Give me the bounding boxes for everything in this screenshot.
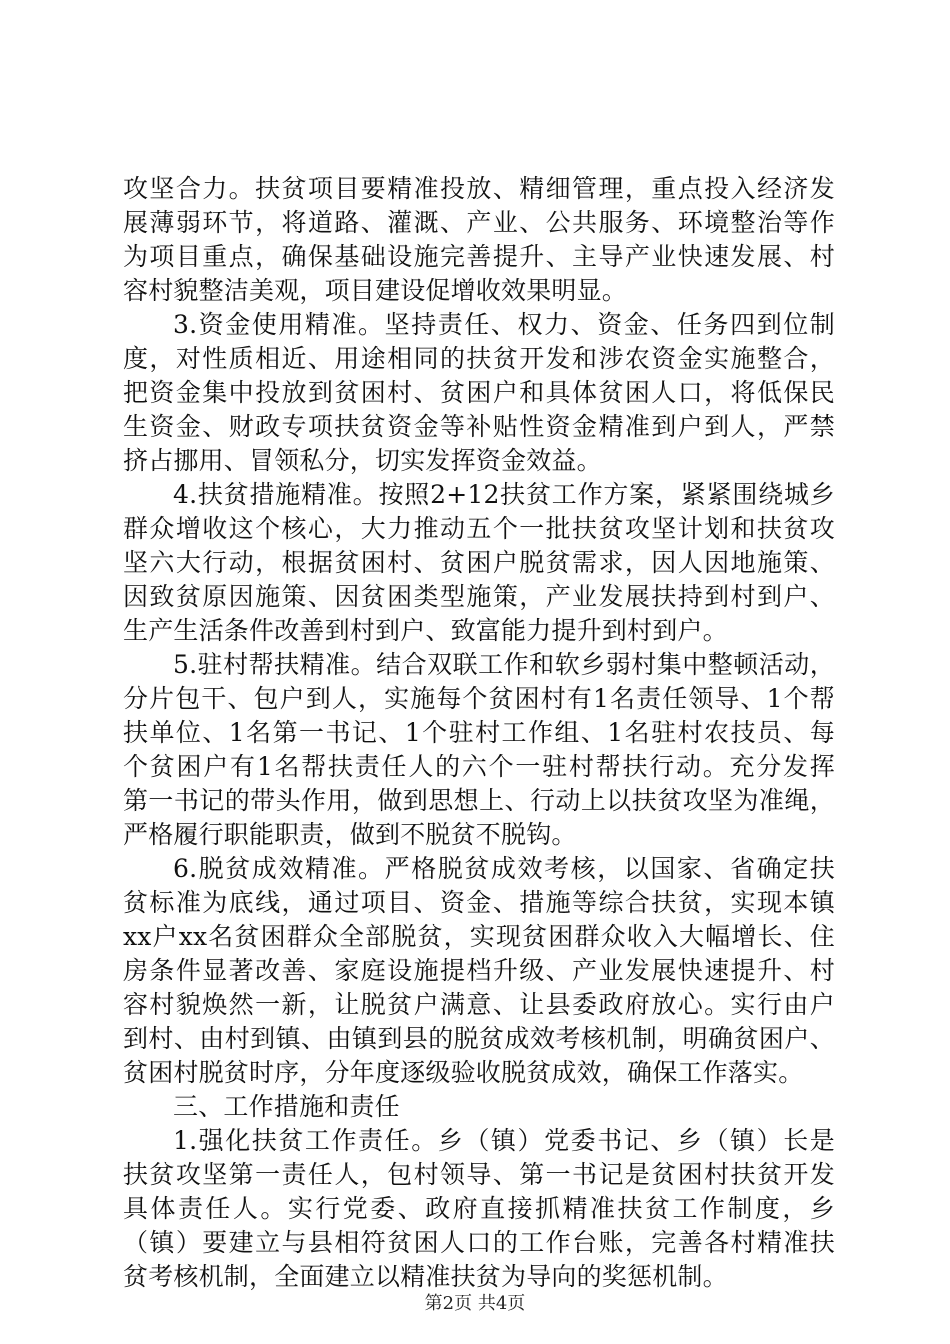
document-body xyxy=(123,172,835,1294)
text-line: 容村貌整洁美观，项目建设促增收效果明显。 xyxy=(123,276,628,305)
text-line: 分片包干、包户到人，实施每个贫困村有1名责任领导、1个帮 xyxy=(123,684,835,713)
text-line: 群众增收这个核心，大力推动五个一批扶贫攻坚计划和扶贫攻 xyxy=(123,514,835,543)
text-line: 房条件显著改善、家庭设施提档升级、产业发展快速提升、村 xyxy=(123,956,835,985)
text-line: 1.强化扶贫工作责任。乡（镇）党委书记、乡（镇）长是 xyxy=(173,1126,835,1155)
text-line: 6.脱贫成效精准。严格脱贫成效考核，以国家、省确定扶 xyxy=(173,854,835,883)
text-line: 5.驻村帮扶精准。结合双联工作和软乡弱村集中整顿活动， xyxy=(173,650,835,679)
text-line: 生资金、财政专项扶贫资金等补贴性资金精准到户到人，严禁 xyxy=(123,412,835,441)
text-line: 贫标准为底线，通过项目、资金、措施等综合扶贫，实现本镇 xyxy=(123,888,835,917)
text-line: 挤占挪用、冒领私分，切实发挥资金效益。 xyxy=(123,446,602,475)
text-line: 严格履行职能职责，做到不脱贫不脱钩。 xyxy=(123,820,577,849)
text-line: 度，对性质相近、用途相同的扶贫开发和涉农资金实施整合， xyxy=(123,344,835,373)
text-line: xx户xx名贫困群众全部脱贫，实现贫困群众收入大幅增长、住 xyxy=(123,922,835,951)
text-line: 三、工作措施和责任 xyxy=(173,1092,400,1121)
text-line: 容村貌焕然一新，让脱贫户满意、让县委政府放心。实行由户 xyxy=(123,990,835,1019)
text-line: 贫考核机制，全面建立以精准扶贫为导向的奖惩机制。 xyxy=(123,1262,728,1291)
text-line: 把资金集中投放到贫困村、贫困户和具体贫困人口，将低保民 xyxy=(123,378,835,407)
text-line: 到村、由村到镇、由镇到县的脱贫成效考核机制，明确贫困户、 xyxy=(123,1024,835,1053)
text-line: 4.扶贫措施精准。按照2+12扶贫工作方案，紧紧围绕城乡 xyxy=(173,480,835,509)
text-line: 生产生活条件改善到村到户、致富能力提升到村到户。 xyxy=(123,616,728,645)
text-line: 第一书记的带头作用，做到思想上、行动上以扶贫攻坚为准绳， xyxy=(123,786,835,815)
text-line: 展薄弱环节，将道路、灌溉、产业、公共服务、环境整治等作 xyxy=(123,208,835,237)
text-line: 扶单位、1名第一书记、1个驻村工作组、1名驻村农技员、每 xyxy=(123,718,835,747)
text-line: 3.资金使用精准。坚持责任、权力、资金、任务四到位制 xyxy=(173,310,835,339)
text-line: 具体责任人。实行党委、政府直接抓精准扶贫工作制度，乡 xyxy=(123,1194,835,1223)
text-line: 为项目重点，确保基础设施完善提升、主导产业快速发展、村 xyxy=(123,242,835,271)
text-line: 贫困村脱贫时序，分年度逐级验收脱贫成效，确保工作落实。 xyxy=(123,1058,804,1087)
text-line: 扶贫攻坚第一责任人，包村领导、第一书记是贫困村扶贫开发 xyxy=(123,1160,835,1189)
text-line: 攻坚合力。扶贫项目要精准投放、精细管理，重点投入经济发 xyxy=(123,174,835,203)
page-footer: 第2页 共4页 xyxy=(424,1293,526,1314)
text-line: （镇）要建立与县相符贫困人口的工作台账，完善各村精准扶 xyxy=(123,1228,835,1257)
text-line: 坚六大行动，根据贫困村、贫困户脱贫需求，因人因地施策、 xyxy=(123,548,835,577)
text-line: 因致贫原因施策、因贫困类型施策，产业发展扶持到村到户、 xyxy=(123,582,835,611)
text-line: 个贫困户有1名帮扶责任人的六个一驻村帮扶行动。充分发挥 xyxy=(123,752,835,781)
